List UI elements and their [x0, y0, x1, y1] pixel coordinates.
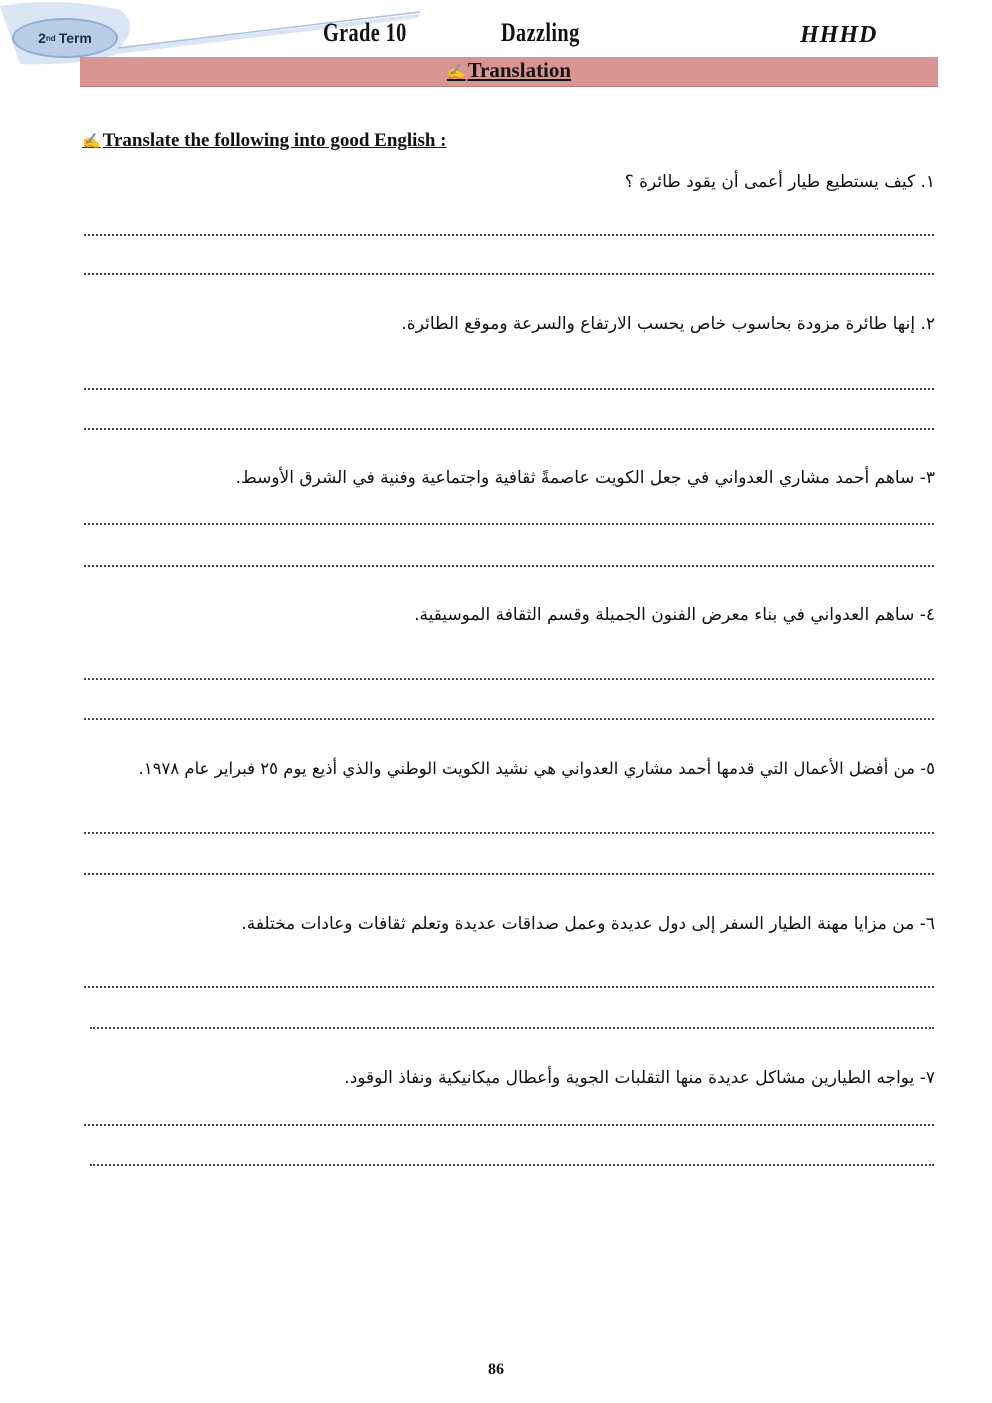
answer-line [84, 718, 934, 720]
section-title-text: Translation [467, 58, 572, 82]
term-suffix: nd [45, 33, 56, 43]
answer-line [84, 523, 934, 525]
question-3: ٣- ساهم أحمد مشاري العدواني في جعل الكويت عاصمةً ثقافية واجتماعية وفنية في الشرق الأوسط. [235, 468, 935, 488]
question-4: ٤- ساهم العدواني في بناء معرض الفنون الجميلة وقسم الثقافة الموسيقية. [414, 605, 935, 625]
page-number: 86 [488, 1361, 504, 1378]
instruction [82, 130, 447, 152]
answer-line [84, 234, 934, 236]
header-author: HHHD [800, 22, 878, 48]
answer-line [84, 873, 934, 875]
answer-line [90, 1164, 934, 1166]
term-label: Term [58, 30, 92, 46]
header-grade: Grade 10 [323, 18, 407, 47]
question-1: ١. كيف يستطيع طيار أعمى أن يقود طائرة ؟ [624, 172, 935, 192]
header-series: Dazzling [501, 18, 580, 47]
pencil-icon: ✍ [82, 134, 101, 150]
term-ordinal: 2 [38, 30, 46, 46]
instruction-text: Translate the following into good English : [102, 130, 447, 151]
answer-line [84, 986, 934, 988]
answer-line [90, 1027, 934, 1029]
section-title [80, 58, 938, 83]
answer-line [84, 428, 934, 430]
pencil-icon: ✍ [446, 65, 466, 81]
question-7: ٧- يواجه الطيارين مشاكل عديدة منها التقلبات الجوية وأعطال ميكانيكية ونفاذ الوقود. [344, 1068, 935, 1088]
question-6: ٦- من مزايا مهنة الطيار السفر إلى دول عديدة وعمل صداقات عديدة وتعلم ثقافات وعادات مختلفة. [241, 914, 935, 934]
answer-line [84, 565, 934, 567]
question-2: ٢. إنها طائرة مزودة بحاسوب خاص يحسب الارتفاع والسرعة وموقع الطائرة. [401, 314, 935, 334]
answer-line [84, 388, 934, 390]
term-badge [12, 18, 118, 58]
answer-line [84, 832, 934, 834]
section-bar [80, 57, 938, 87]
answer-line [84, 678, 934, 680]
answer-line [84, 273, 934, 275]
question-5: ٥- من أفضل الأعمال التي قدمها أحمد مشاري العدواني هي نشيد الكويت الوطني والذي أذيع يوم ٢٥ فبراير عام ١٩٧٨. [138, 759, 935, 778]
answer-line [84, 1124, 934, 1126]
